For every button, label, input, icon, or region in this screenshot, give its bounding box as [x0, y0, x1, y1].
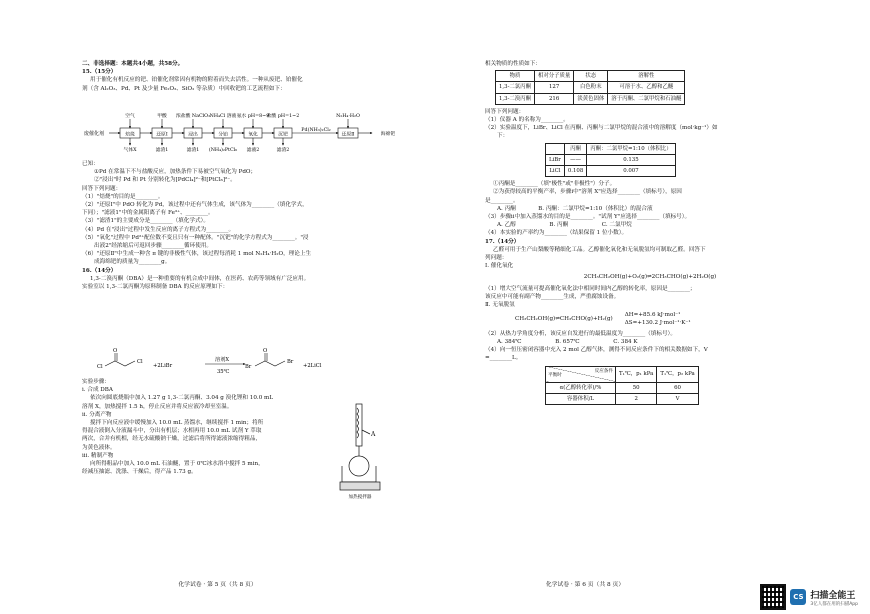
flow-step-precip: 沉钯: [278, 132, 288, 138]
footer-right: 化学试卷 · 第 6 页（共 8 页）: [545, 582, 625, 588]
reaction-temperature: 35℃: [217, 369, 230, 375]
flow-start: 废催化剂: [84, 131, 105, 137]
right-column: [485, 60, 815, 405]
q15-2a: （2）"还原Ⅰ"中 PdO 转化为 Pd，该过程中还有气体生成，该气体为________（填化学式，: [82, 202, 308, 209]
reactant-oxygen: O: [113, 348, 118, 354]
answer-label: 回答下列问题：: [82, 185, 122, 192]
q15-intro-1: 用于催化有机反应的钯、铂催化剂常因有机物的附着而失去活性。一种从废钯、铂催化: [90, 77, 303, 84]
q16-2e: 是________。: [485, 197, 519, 204]
q16-intro-1: 1,3-二溴丙酮（DBA）是一种重要的有机合成中间体，在医药、农药等领域有广泛应用。: [90, 275, 310, 282]
q15-1: （1）"焙烧"的目的是________。: [82, 193, 164, 200]
flow-end: 海绵钯: [380, 132, 396, 137]
q16-intro-2: 实验室以 1,3-二氯丙酮为原料制备 DBA 的反应原理如下：: [82, 284, 229, 291]
table-row: LiBr —— 0.135: [546, 154, 676, 165]
step-ii-1: 搅拌下向反应液中缓慢加入 10.0 mL 蒸馏水，继续搅拌 1 min；将所: [90, 420, 264, 427]
product-oxygen: O: [263, 348, 268, 354]
apparatus-label-a: A: [371, 431, 376, 438]
flow-out-1: 气体X: [123, 148, 137, 153]
scanner-tagline: 3亿人都在用的扫描App: [810, 601, 858, 607]
equation-1: 2CH₃CH₂OH(g)+O₂(g)⇌2CH₃CHO(g)+2H₂O(g): [583, 274, 717, 281]
table-row: 1,3-二氯丙酮 127 白色粉末 可溶于水、乙醇和乙醚: [496, 82, 685, 93]
step-ii-3: 两次，合并有机相，经无水硫酸钠干燥，过滤后将所得滤液浓缩得粗品，: [82, 436, 262, 443]
page-6: [435, 0, 870, 614]
known-label: 已知：: [82, 161, 99, 167]
reactant-libr: +2LiBr: [153, 363, 173, 369]
table-row: LiCl 0.108 0.007: [546, 166, 676, 177]
q16-2b: 下：: [497, 133, 509, 140]
equation-2-block: [515, 311, 815, 327]
scanner-watermark: [760, 584, 858, 610]
q17-head: 17.（14分）: [485, 238, 520, 245]
q16-3: （3）步骤ⅱ中加入蒸馏水的目的是________。"试剂 Y"应选择________（填标号）。: [485, 214, 691, 221]
flow-step-roast: 焙烧: [125, 132, 135, 138]
conditions-table: 反应条件 平衡时 T₁℃，p₁ kPa T₁℃，p₂ kPa α(乙醇转化率)/% 50 60 容器体积/L 2 V: [545, 366, 699, 405]
step-iii: ⅲ. 精制产物: [82, 452, 114, 459]
q17-2-options: A. 384℃ B. 657℃ C. 384 K: [497, 338, 638, 345]
equation-2: CH₃CH₂OH(g)⇌CH₃CHO(g)+H₂(g): [515, 316, 613, 323]
delta-s: ΔS=+130.2 J·mol⁻¹·K⁻¹: [624, 320, 691, 327]
flow-out-5: 滤液2: [246, 148, 260, 153]
flow-in-3: 浓盐酸 NaClO₃: [175, 114, 211, 119]
flow-in-2: 甲酸: [157, 114, 167, 119]
flow-in-1: 空气: [125, 114, 135, 119]
section-title: 二、非选择题：本题共4小题，共58分。: [82, 61, 184, 67]
flow-out-3: 滤渣1: [186, 148, 200, 153]
q15-6a: （6）"还原Ⅱ"中生成一种含 π 键的非极性气体，该过程每消耗 1 mol N₂H₄·H₂O，理论上生: [82, 251, 312, 258]
reactant-cl-left: Cl: [97, 364, 103, 370]
scanner-brand: 扫描全能王: [810, 590, 856, 601]
step-ii: ⅱ. 分离产物: [82, 411, 112, 418]
steps-label: 实验步骤：: [82, 379, 110, 385]
q17-intro-2: 列问题：: [485, 255, 508, 262]
q17-section-1: Ⅰ. 催化氧化: [485, 263, 514, 270]
camscanner-logo-icon: CS: [790, 589, 806, 605]
apparatus-figure: [338, 400, 388, 504]
step-ii-2: 得混合液倒入分液漏斗中，分出有机层；水相再用 10.0 mL 试剂 Y 萃取: [82, 428, 262, 435]
apparatus-caption: 加热搅拌器: [348, 495, 372, 500]
table-row: 容器体积/L 2 V: [546, 393, 699, 404]
reaction-scheme: [95, 348, 355, 382]
flow-step-leach: 浸出: [188, 132, 198, 138]
flow-step-oxidize: 氧化: [248, 132, 258, 138]
flow-step-reduce2: 还原Ⅱ: [341, 132, 355, 138]
footer-left: 化学试卷 · 第 5 页（共 8 页）: [178, 582, 257, 588]
step-ii-4: 为黄色液体。: [82, 444, 116, 451]
q17-1b: 该反应中可能有副产物________生成，严重腐蚀设备。: [485, 293, 620, 300]
q17-3b: =________L。: [485, 355, 522, 362]
props-header: 溶解性: [608, 71, 685, 82]
q17-1: （1）增大空气流量可提高催化氧化法中相同时间内乙醇的转化率，原因是________；: [485, 285, 696, 292]
step-i-1: 依次向圆底烧瓶中加入 1.27 g 1,3-二氯丙酮、3.04 g 溴化锂和 10.0 mL: [90, 395, 274, 402]
table-row: α(乙醇转化率)/% 50 60: [546, 382, 699, 393]
q17-3: （4）向一恒压密闭容器中充入 2 mol 乙醇气体，测得不同反应条件下的相关数据如下，V: [485, 347, 708, 354]
q15-6b: 成海绵钯的质量为________g。: [94, 259, 171, 266]
props-header: 状态: [574, 71, 608, 82]
q16-4: （4）本实验的产率约为________（结果保留 1 位小数）。: [485, 230, 628, 237]
flow-out-4: (NH₄)₂PtCl₆: [208, 148, 238, 153]
flow-in-6: 盐酸 pH=1~2: [266, 114, 300, 119]
flow-in-5: 氨水 pH=8~9: [236, 114, 270, 119]
product-br-left: Br: [245, 364, 252, 370]
step-iii-2: 经减压抽滤、洗涤、干燥后，得产品 1.73 g。: [82, 469, 197, 476]
reaction-solvent: 溶剂X: [215, 357, 230, 363]
flow-out-6: 滤渣2: [276, 148, 290, 153]
q16-head: 16.（14分）: [82, 267, 117, 274]
q16-3-options: A. 乙醇 B. 丙酮 C. 二氯甲烷: [497, 222, 632, 229]
q15-5b: 出液2"经浓缩后可返回步骤________循环使用。: [94, 243, 213, 250]
q15-2b: 下同）；"滤液1"中的金属阳离子有 Fe³⁺、________。: [82, 210, 214, 217]
q16-2a: （2）实验温度下，LiBr、LiCl 在丙酮、丙酮与二氯甲烷的混合液中的溶解度（mol·kg⁻¹）如: [485, 125, 718, 132]
left-column: [82, 60, 422, 93]
q16-body: [82, 378, 342, 476]
step-i-2: 溶剂 X，加热搅拌 1.5 h，停止反应并将反应液冷却至室温。: [82, 403, 233, 410]
process-flowchart: [84, 111, 404, 155]
known-1: ①Pd 在常温下不与盐酸反应，加热条件下易被空气氧化为 PdO；: [94, 169, 257, 176]
q17-intro: 乙醛可用于生产山梨酸等精细化工品。乙醇催化氧化和无氧脱氢均可制取乙醛。回答下: [493, 246, 706, 253]
product-br-right: Br: [287, 359, 294, 365]
q15-head: 15.（15分）: [82, 69, 117, 76]
flow-step-sep-pt: 分铂: [218, 132, 228, 138]
qr-code-icon: [760, 584, 786, 610]
delta-h: ΔH=+85.6 kJ·mol⁻¹: [624, 312, 681, 319]
q16-2d: ②为获得较高的平衡产率，步骤ⅰ中"溶剂 X"应选择________（填标号），原因: [493, 189, 682, 196]
product-licl: +2LiCl: [303, 363, 322, 369]
flow-out-2: 滤渣1: [155, 148, 169, 153]
q15-3: （3）"滤渣1"的主要成分是________（填化学式）。: [82, 218, 209, 225]
q17-2: （2）从热力学角度分析，该反应自发进行的最低温度为________（填标号）。: [485, 330, 676, 337]
known-2: ②"浸出"时 Pd 和 Pt 分别转化为[PdCl₄]²⁻和[PtCl₆]²⁻。: [94, 177, 236, 184]
table-row: 1,3-二溴丙酮 216 淡黄色固体 溶于丙酮、二氯甲烷和石油醚: [496, 93, 685, 104]
q16-1: （1）仪器 A 的名称为________。: [485, 117, 569, 124]
q15-4: （4）Pd 在"浸出"过程中发生反应的离子方程式为________。: [82, 226, 235, 233]
q15-5a: （5）"氧化"过程中 Pd²⁺配位数不变且只有一种配体。"沉钯"的化学方程式为________。"浸: [82, 234, 309, 241]
flow-in-4: NH₄Cl 溶液: [209, 114, 237, 119]
props-header: 相对分子质量: [534, 71, 573, 82]
props-title: 相关物质的性质如下：: [485, 61, 541, 67]
flow-step-reduce1: 还原Ⅰ: [156, 132, 168, 138]
props-header: 物质: [496, 71, 535, 82]
step-iii-1: 向所得粗品中加入 10.0 mL 石油醚，置于 0℃冰水浴中搅拌 5 min，: [90, 461, 264, 468]
step-i: ⅰ. 合成 DBA: [82, 387, 113, 394]
reactant-cl-right: Cl: [137, 359, 143, 365]
answer-label-right: 回答下列问题：: [485, 108, 525, 115]
flow-in-7: Pd(NH₃)₂Cl₂: [301, 128, 331, 133]
q15-intro-2: 剂（含 Al₂O₃、Pd、Pt 及少量 Fe₂O₃、SiO₂ 等杂质）中回收钯的工艺流程如下：: [82, 85, 286, 92]
q17-section-2: Ⅱ. 无氧脱氢: [485, 302, 515, 309]
props-table: [495, 70, 685, 105]
solubility-table: 丙酮 丙酮：二氯甲烷=1:10（体积比） LiBr —— 0.135 LiCl 0.108 0.007: [545, 143, 676, 178]
q16-2-options: A. 丙酮 B. 丙酮：二氯甲烷=1:10（体积比）的混合液: [497, 205, 653, 212]
flow-in-8: N₂H₄·H₂O: [336, 114, 360, 119]
q16-2c: ①丙酮是________（填"极性"或"非极性"）分子。: [493, 181, 616, 188]
q15-body: [82, 160, 422, 291]
